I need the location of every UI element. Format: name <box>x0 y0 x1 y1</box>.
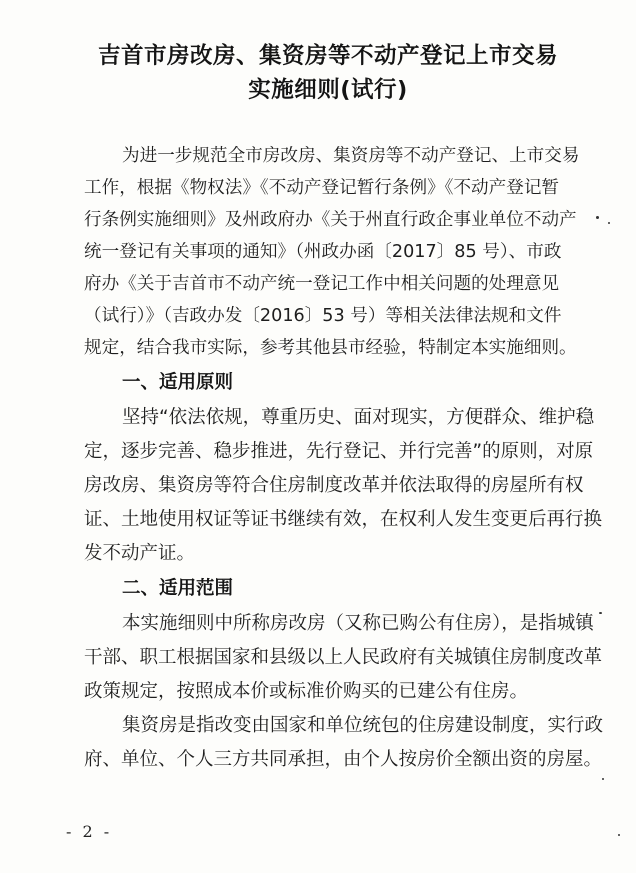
scan-speck <box>618 834 620 836</box>
intro-line: 为进一步规范全市房改房、集资房等不动产登记、上市交易 <box>122 146 580 166</box>
section-1-line: 房改房、集资房等符合住房制度改革并依法取得的房屋所有权 <box>84 475 584 496</box>
section-heading-2: 二、适用范围 <box>122 578 234 599</box>
intro-line: 统一登记有关事项的通知》（州政办函〔2017〕85 号）、市政 <box>84 242 562 262</box>
document-title-line-1: 吉首市房改房、集资房等不动产登记上市交易 <box>97 43 558 69</box>
scan-speck <box>596 216 599 219</box>
scan-speck <box>599 612 602 614</box>
section-1-line: 证、土地使用权证等证书继续有效，在权利人发生变更后再行换 <box>84 509 603 530</box>
section-2-line: 本实施细则中所称房改房（又称已购公有住房），是指城镇 <box>122 613 594 634</box>
intro-line: 规定，结合我市实际，参考其他县市经验，特制定本实施细则。 <box>84 338 577 358</box>
intro-line: 府办《关于吉首市不动产统一登记工作中相关问题的处理意见 <box>84 274 560 294</box>
section-1-line: 发不动产证。 <box>84 543 196 564</box>
section-2-line: 政策规定，按照成本价或标准价购买的已建公有住房。 <box>84 681 529 702</box>
page-number: - 2 - <box>66 822 113 841</box>
section-heading-1: 一、适用原则 <box>122 372 234 393</box>
intro-line: 行条例实施细则》及州政府办《关于州直行政企事业单位不动产 <box>84 210 577 230</box>
scan-speck <box>602 778 604 780</box>
section-2-line: 府、单位、个人三方共同承担，由个人按房价全额出资的房屋。 <box>84 749 603 770</box>
section-1-line: 坚持“依法依规，尊重历史、面对现实，方便群众、维护稳 <box>122 407 595 428</box>
intro-line: （试行）》（吉政办发〔2016〕53 号）等相关法律法规和文件 <box>84 306 562 326</box>
section-1-line: 定，逐步完善、稳步推进，先行登记、并行完善”的原则，对原 <box>84 441 594 462</box>
scan-speck <box>608 222 610 224</box>
section-2-line: 集资房是指改变由国家和单位统包的住房建设制度，实行政 <box>122 715 604 736</box>
intro-line: 工作，根据《物权法》《不动产登记暂行条例》《不动产登记暂 <box>84 178 560 198</box>
document-title-line-2: 实施细则(试行) <box>248 77 408 103</box>
section-2-line: 干部、职工根据国家和县级以上人民政府有关城镇住房制度改革 <box>84 647 603 668</box>
